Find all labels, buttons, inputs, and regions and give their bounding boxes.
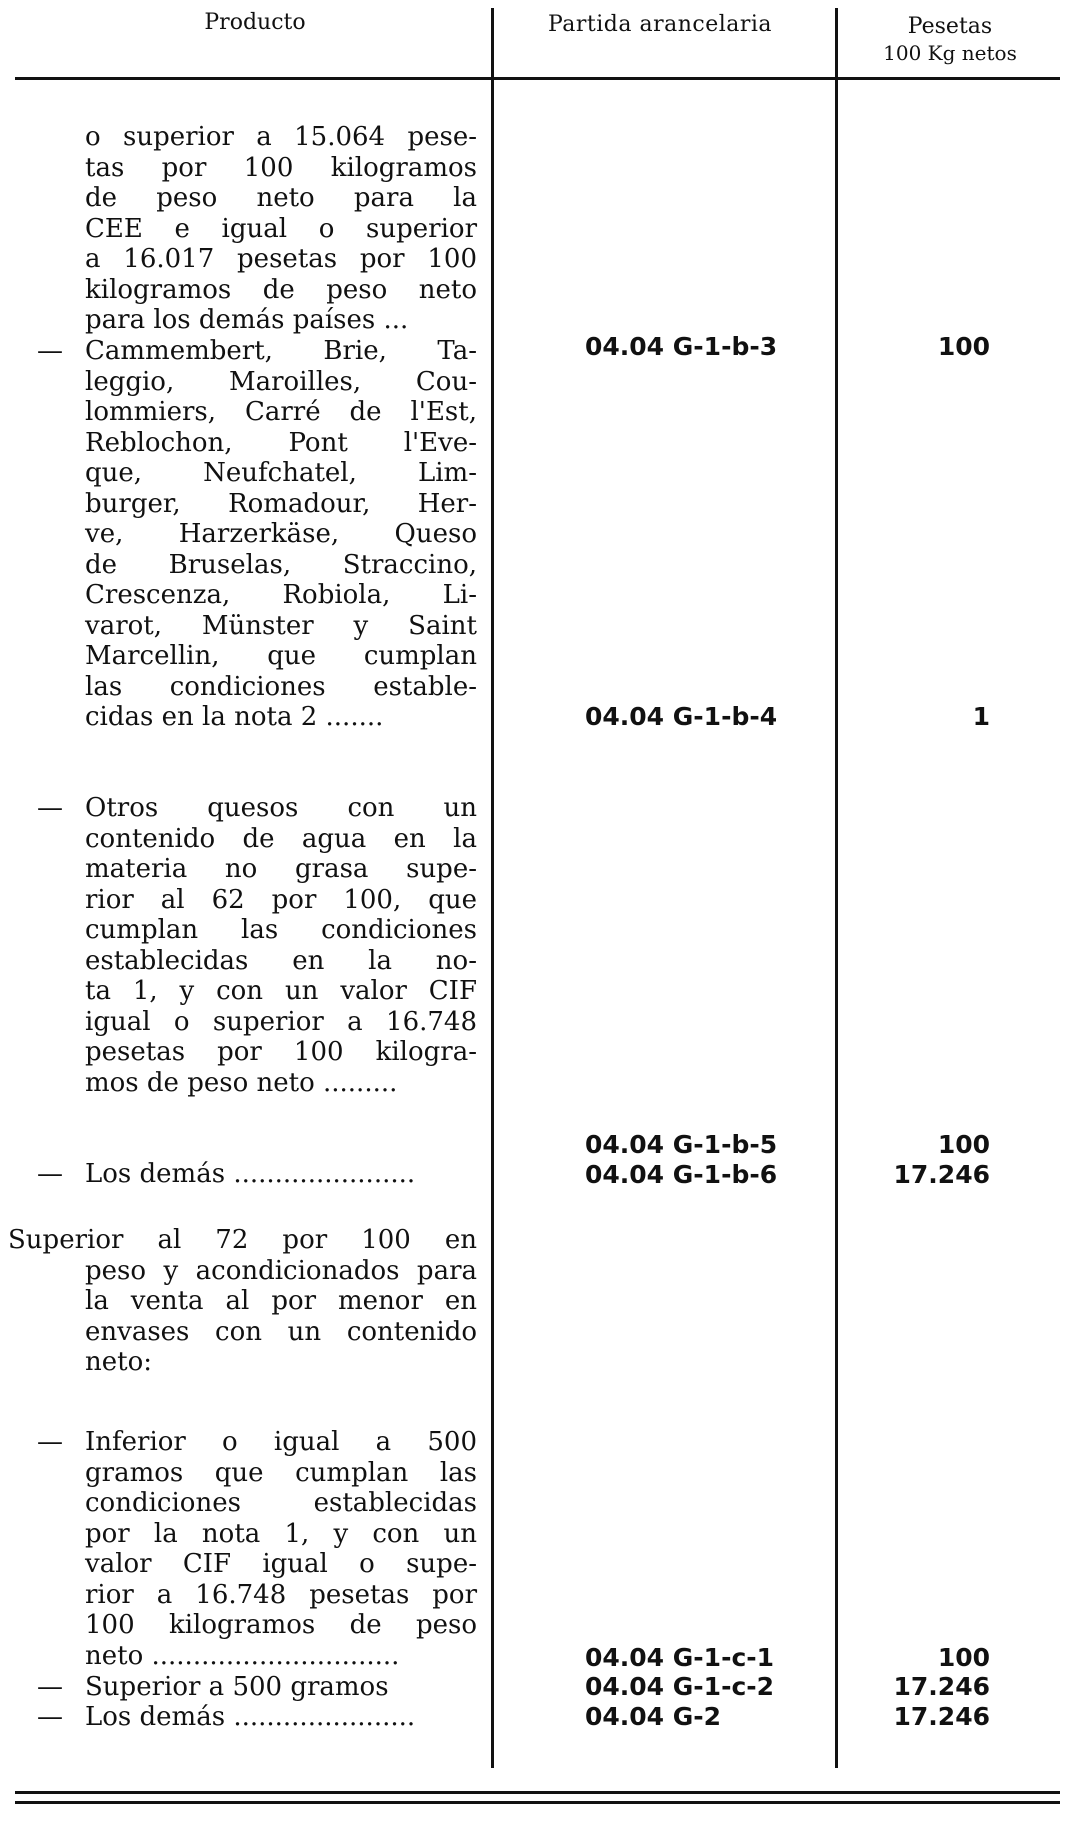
text-line: rior al 62 por 100, que	[85, 884, 477, 915]
text-line: Los demás ......................	[85, 1702, 416, 1732]
peseta-value: 17.246	[893, 1702, 990, 1731]
text-line: pesetas por 100 kilogra-	[85, 1037, 477, 1067]
peseta-value: 100	[937, 1643, 990, 1672]
peseta-value: 100	[937, 332, 990, 361]
table-row-product	[37, 1159, 477, 1190]
dash-marker: —	[37, 1702, 63, 1732]
dash-marker: —	[37, 336, 63, 366]
text-line: ve, Harzerkäse, Queso	[85, 519, 477, 549]
tariff-code: 04.04 G-1-b-3	[585, 332, 778, 361]
text-line: peso y acondicionados para	[85, 1255, 477, 1286]
text-line: las condiciones estable-	[85, 671, 477, 702]
table-row-product	[37, 1702, 477, 1733]
text-line: Superior a 500 gramos	[85, 1672, 389, 1702]
column-header-pesetas-line1: Pesetas	[907, 14, 993, 39]
dash-marker: —	[37, 1672, 63, 1702]
column-header-producto: Producto	[204, 10, 306, 35]
text-line: por la nota 1, y con un	[85, 1518, 477, 1549]
text-line: CEE e igual o superior	[85, 213, 477, 244]
text-line: mos de peso neto .........	[85, 1067, 398, 1098]
text-line: que, Neufchatel, Lim-	[85, 458, 477, 488]
text-line: neto ..............................	[85, 1640, 400, 1671]
text-line: Cammembert, Brie, Ta-	[85, 336, 477, 366]
text-line: Otros quesos con un	[85, 793, 477, 823]
table-row-product	[37, 793, 477, 1098]
header-rule	[15, 77, 1060, 80]
text-line: Inferior o igual a 500	[85, 1427, 477, 1457]
text-line: varot, Münster y Saint	[85, 610, 477, 641]
text-line: o superior a 15.064 pese-	[85, 122, 477, 152]
dash-marker: —	[37, 1159, 63, 1189]
peseta-value: 17.246	[893, 1160, 990, 1189]
tariff-code: 04.04 G-1-c-2	[585, 1672, 775, 1701]
tariff-code: 04.04 G-1-b-6	[585, 1160, 778, 1189]
column-header-pesetas-line2: 100 Kg netos	[883, 41, 1017, 65]
column-header-partida: Partida arancelaria	[547, 12, 773, 37]
peseta-value: 100	[937, 1130, 990, 1159]
text-line: cumplan las condiciones	[85, 915, 477, 945]
tariff-code: 04.04 G-1-b-4	[585, 702, 778, 731]
text-line: ta 1, y con un valor CIF	[85, 976, 477, 1006]
column-divider-2	[835, 8, 838, 1768]
footer-rule-top	[15, 1791, 1060, 1794]
table-row-product	[37, 1427, 477, 1671]
column-divider-1	[491, 8, 494, 1768]
peseta-value: 17.246	[893, 1672, 990, 1701]
text-line: rior a 16.748 pesetas por	[85, 1579, 477, 1610]
text-line: lommiers, Carré de l'Est,	[85, 397, 477, 427]
text-line: neto:	[85, 1347, 152, 1377]
text-line: tas por 100 kilogramos	[85, 152, 477, 183]
text-line: Crescenza, Robiola, Li-	[85, 580, 477, 610]
table-row-product	[37, 336, 477, 733]
table-row-product	[85, 122, 477, 336]
text-line: la venta al por menor en	[85, 1286, 477, 1316]
peseta-value: 1	[972, 702, 990, 731]
text-line: establecidas en la no-	[85, 945, 477, 976]
text-line: a 16.017 pesetas por 100	[85, 244, 477, 274]
text-line: 100 kilogramos de peso	[85, 1610, 477, 1640]
text-line: Superior al 72 por 100 en	[8, 1225, 477, 1255]
text-line: Marcellin, que cumplan	[85, 641, 477, 671]
text-line: Reblochon, Pont l'Eve-	[85, 427, 477, 458]
tariff-code: 04.04 G-2	[585, 1702, 722, 1731]
tariff-code: 04.04 G-1-b-5	[585, 1130, 778, 1159]
text-line: de peso neto para la	[85, 183, 477, 213]
text-line: kilogramos de peso neto	[85, 274, 477, 305]
text-line: condiciones establecidas	[85, 1488, 477, 1518]
text-line: valor CIF igual o supe-	[85, 1549, 477, 1579]
dash-marker: —	[37, 793, 63, 823]
tariff-code: 04.04 G-1-c-1	[585, 1643, 775, 1672]
dash-marker: —	[37, 1427, 63, 1457]
text-line: de Bruselas, Straccino,	[85, 549, 477, 580]
text-line: Los demás ......................	[85, 1159, 416, 1189]
column-header-pesetas	[840, 14, 1060, 66]
text-line: envases con un contenido	[85, 1316, 477, 1347]
text-line: burger, Romadour, Her-	[85, 488, 477, 519]
text-line: contenido de agua en la	[85, 823, 477, 854]
text-line: para los demás países ...	[85, 305, 409, 335]
text-line: leggio, Maroilles, Cou-	[85, 366, 477, 397]
text-line: igual o superior a 16.748	[85, 1006, 477, 1037]
table-row-product	[37, 1672, 477, 1703]
text-line: gramos que cumplan las	[85, 1457, 477, 1488]
text-line: materia no grasa supe-	[85, 854, 477, 884]
footer-rule-bottom	[15, 1801, 1060, 1804]
text-line: cidas en la nota 2 .......	[85, 702, 384, 732]
section-heading	[8, 1225, 477, 1378]
